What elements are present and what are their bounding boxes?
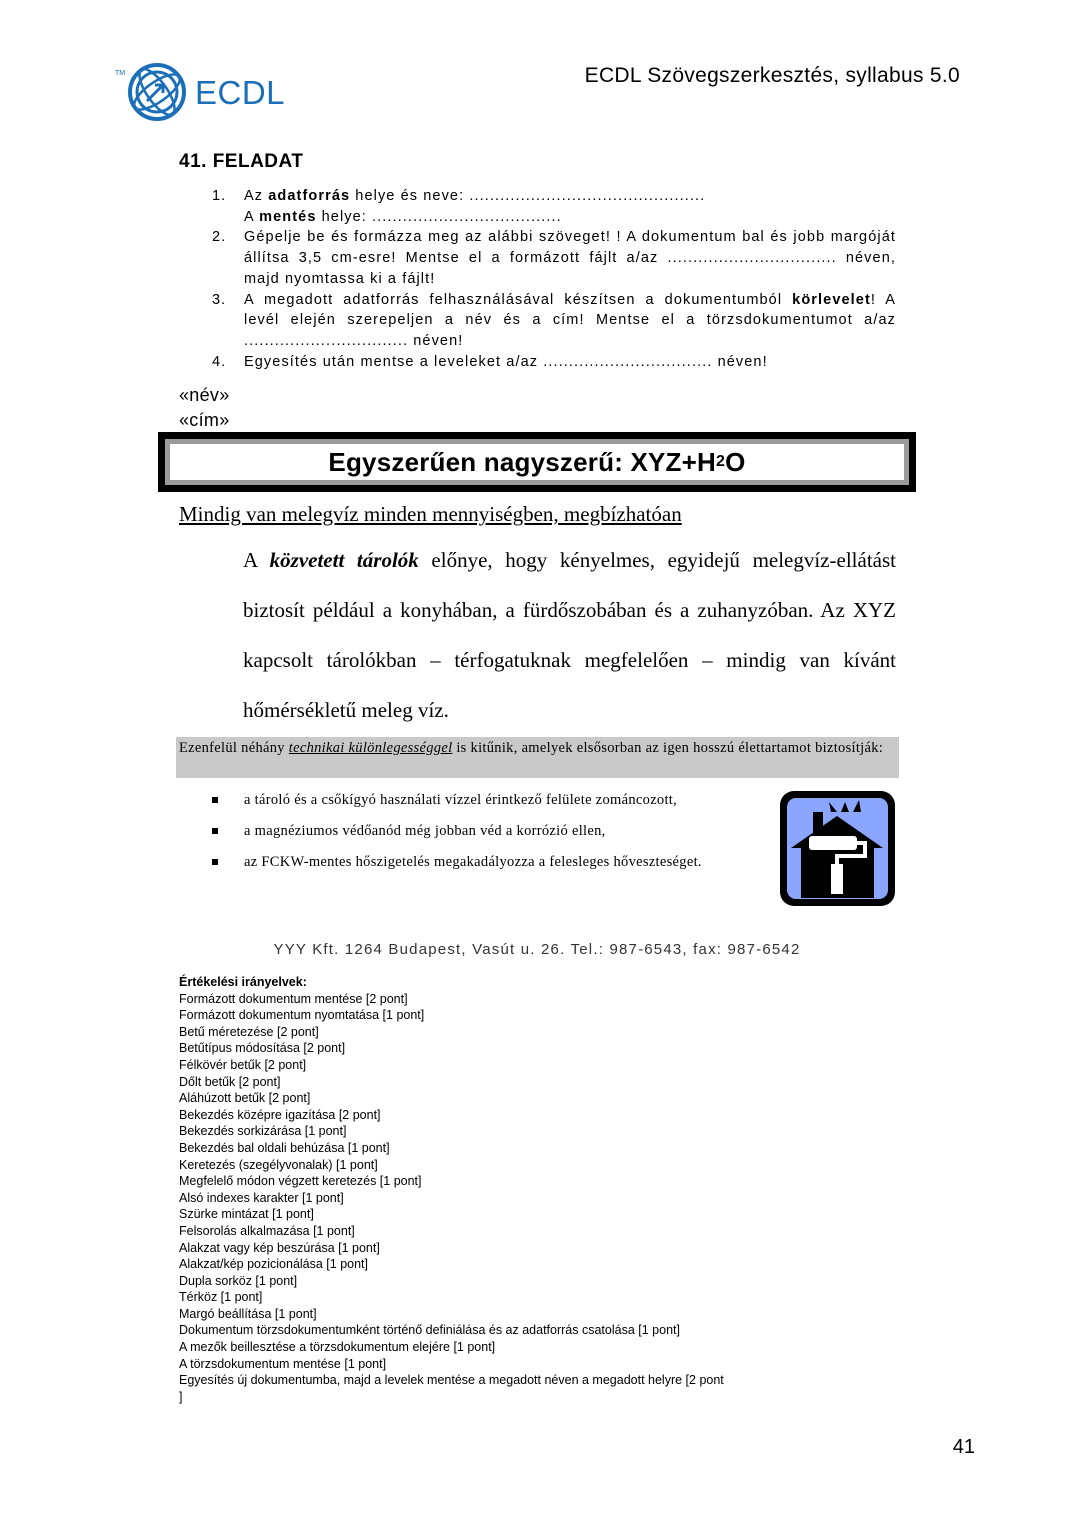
evaluation-item: Betű méretezése [2 pont]	[179, 1024, 319, 1039]
document-heading-box	[158, 432, 916, 492]
shaded-emphasis: technikai különlegességgel	[288, 740, 453, 756]
heading-subscript: 2	[716, 453, 726, 470]
heading-text-end: O	[725, 446, 746, 477]
evaluation-item: A törzsdokumentum mentése [1 pont]	[179, 1356, 387, 1371]
evaluation-item: Dokumentum törzsdokumentumként történő definiálása és az adatforrás csatolása [1 pont]	[179, 1323, 680, 1338]
task-item-3	[212, 290, 896, 352]
body-paragraph	[243, 535, 896, 735]
evaluation-item: Formázott dokumentum nyomtatása [1 pont]	[179, 1008, 425, 1023]
house-paint-roller-icon	[779, 790, 896, 907]
logo-text: ECDL	[195, 74, 286, 111]
task-text: helye és neve: ..............................................	[350, 188, 706, 204]
evaluation-item: Félkövér betűk [2 pont]	[179, 1057, 307, 1072]
evaluation-item: Bekezdés bal oldali behúzása [1 pont]	[179, 1140, 390, 1155]
evaluation-item: Margó beállítása [1 pont]	[179, 1306, 317, 1321]
list-item	[212, 821, 772, 841]
page-number: 41	[952, 1436, 975, 1458]
task-text: A	[244, 208, 260, 225]
shaded-text: is kitűnik, amelyek elsősorban az igen hosszú élettartamot biztosítják:	[452, 740, 884, 756]
bullet-icon	[212, 797, 218, 803]
header-title: ECDL Szövegszerkesztés, syllabus 5.0	[584, 64, 960, 87]
evaluation-item: Keretezés (szegélyvonalak) [1 pont]	[179, 1157, 378, 1172]
evaluation-item: Betűtípus módosítása [2 pont]	[179, 1041, 346, 1056]
evaluation-item: Alakzat/kép pozicionálása [1 pont]	[179, 1257, 369, 1272]
task-item-2	[212, 227, 896, 289]
task-title: 41. FELADAT	[179, 151, 304, 172]
evaluation-item: Alsó indexes karakter [1 pont]	[179, 1190, 344, 1205]
task-item-4	[212, 352, 896, 373]
evaluation-item: Térköz [1 pont]	[179, 1290, 263, 1305]
list-item	[212, 790, 772, 810]
bullet-text: az FCKW-mentes hőszigetelés megakadályozza a felesleges hőveszteséget.	[244, 854, 702, 870]
evaluation-item: Megfelelő módon végzett keretezés [1 pont]	[179, 1174, 422, 1189]
evaluation-item: Alakzat vagy kép beszúrása [1 pont]	[179, 1240, 380, 1255]
evaluation-item: Szürke mintázat [1 pont]	[179, 1207, 314, 1222]
task-number: 1.	[212, 188, 227, 204]
evaluation-item: A mezők beillesztése a törzsdokumentum elejére [1 pont]	[179, 1340, 496, 1355]
task-text: Az	[244, 188, 269, 204]
task-bold-text: mentés	[259, 208, 317, 225]
heading-text: Egyszerűen nagyszerű: XYZ+H	[328, 446, 717, 477]
document-heading	[170, 444, 904, 480]
task-text: A megadott adatforrás felhasználásával készítsen a dokumentumból	[244, 291, 793, 308]
task-bold-text: körlevelet	[792, 291, 871, 308]
evaluation-item: Bekezdés középre igazítása [2 pont]	[179, 1107, 381, 1122]
evaluation-list	[179, 974, 829, 1405]
task-number: 2.	[212, 229, 227, 246]
evaluation-title: Értékelési irányelvek:	[179, 975, 307, 989]
evaluation-item: Egyesítés új dokumentumba, majd a levelek mentése a megadott néven a megadott helyre [2 pont	[179, 1373, 724, 1388]
task-bold-text: adatforrás	[268, 188, 351, 204]
evaluation-item: Dupla sorköz [1 pont]	[179, 1273, 298, 1288]
company-address: YYY Kft. 1264 Budapest, Vasút u. 26. Tel.: 987-6543, fax: 987-6542	[273, 941, 801, 958]
body-emphasis: közvetett tárolók	[269, 548, 419, 572]
task-text: helye: .....................................	[316, 208, 562, 225]
task-text: Gépelje be és formázza meg az alábbi szöveget! ! A dokumentum bal és jobb margóját állítsa 3,5 cm-esre! Mentse el a formázott fájlt a/az ................................. néven, majd nyomtassa ki a fájlt!	[244, 229, 896, 287]
shaded-text: Ezenfelül néhány	[179, 740, 289, 756]
task-number: 3.	[212, 291, 227, 308]
merge-field-address: «cím»	[179, 410, 230, 430]
task-item-1	[212, 186, 896, 227]
merge-field-name: «név»	[179, 385, 230, 405]
evaluation-item: Bekezdés sorkizárása [1 pont]	[179, 1124, 347, 1139]
bullet-icon	[212, 828, 218, 834]
evaluation-item: Formázott dokumentum mentése [2 pont]	[179, 991, 408, 1006]
shaded-paragraph	[176, 737, 899, 778]
evaluation-item: ]	[179, 1389, 183, 1404]
bullet-text: a magnéziumos védőanód még jobban véd a korrózió ellen,	[244, 823, 606, 839]
list-item	[212, 852, 772, 872]
bullet-text: a tároló és a csőkígyó használati vízzel érintkező felülete zománcozott,	[244, 792, 678, 808]
task-number: 4.	[212, 353, 227, 370]
logo-trademark: TM	[115, 70, 126, 77]
task-text: ! A levél elején szerepeljen a név és a cím! Mentse el a törzsdokumentumot a/az ................................ néven!	[244, 291, 896, 349]
task-text: Egyesítés után mentse a leveleket a/az ................................. néven!	[244, 353, 768, 370]
evaluation-item: Felsorolás alkalmazása [1 pont]	[179, 1223, 355, 1238]
evaluation-item: Aláhúzott betűk [2 pont]	[179, 1091, 311, 1106]
document-subtitle: Mindig van melegvíz minden mennyiségben, megbízhatóan	[179, 502, 682, 526]
task-list	[212, 186, 896, 372]
body-text: előnye, hogy kényelmes, egyidejű melegvíz-ellátást biztosít például a konyhában, a fürdőszobában és a zuhanyzóban. Az XYZ kapcsolt tárolókban – térfogatuknak megfelelően – mindig van kívánt hőmérsékletű meleg víz.	[243, 548, 896, 722]
evaluation-item: Dőlt betűk [2 pont]	[179, 1074, 281, 1089]
body-text: A	[243, 548, 270, 572]
bullet-icon	[212, 859, 218, 865]
feature-bullet-list	[212, 790, 772, 883]
